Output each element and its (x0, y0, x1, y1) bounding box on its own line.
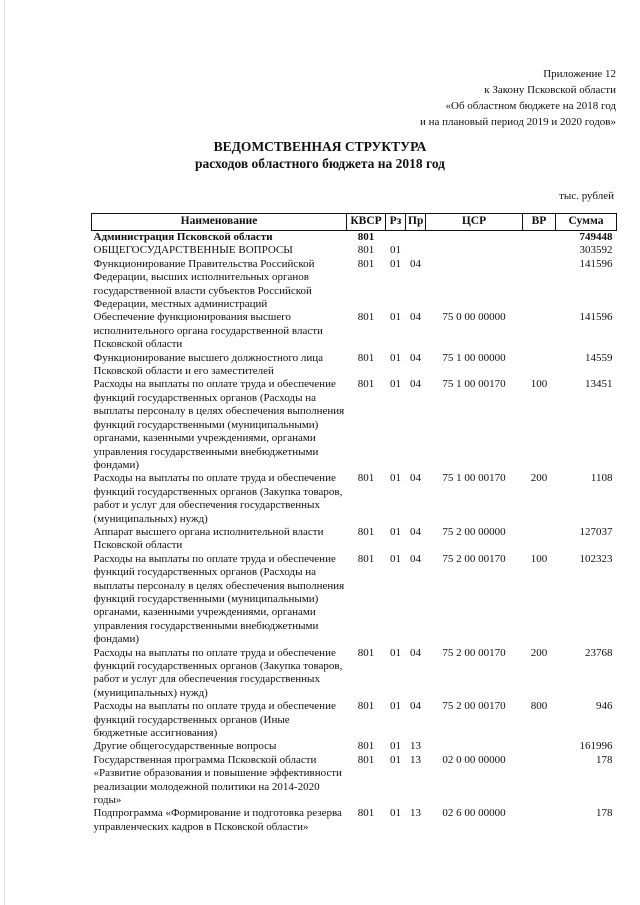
title-line: ВЕДОМСТВЕННАЯ СТРУКТУРА (213, 139, 427, 154)
cell-pr: 04 (410, 311, 421, 324)
table-row (92, 647, 617, 701)
cell-pr: 04 (410, 525, 421, 538)
table-row (92, 526, 617, 553)
cell-name: Расходы на выплаты по оплате труда и обеспечение функций государственных органов (Иные бюджетные ассигнования) (93, 700, 336, 740)
cell-kvsr: 801 (357, 646, 375, 659)
cell-kvsr: 801 (357, 257, 375, 270)
header-sum: Сумма (556, 214, 617, 231)
cell-kvsr: 801 (357, 311, 375, 324)
table-row (92, 700, 617, 740)
cell-rz: 01 (390, 257, 401, 270)
cell-kvsr: 801 (357, 525, 375, 538)
table-row (92, 807, 617, 834)
table-row (92, 754, 617, 808)
header-name: Наименование (92, 214, 347, 231)
cell-name: Функционирование высшего должностного лица Псковской области и его заместителей (93, 351, 324, 378)
cell-sum: 127037 (579, 525, 613, 538)
cell-kvsr: 801 (357, 231, 375, 243)
header-csr: ЦСР (426, 214, 523, 231)
cell-name: Расходы на выплаты по оплате труда и обеспечение функций государственных органов (Закупка товаров, работ и услуг для обеспечения государственных (муниципальных) нужд) (93, 472, 343, 525)
table-body (92, 231, 617, 835)
cell-vr (523, 807, 556, 834)
cell-kvsr: 801 (357, 700, 375, 713)
table-row (92, 740, 617, 753)
cell-rz: 01 (390, 753, 401, 766)
cell-vr: 100 (530, 378, 548, 391)
cell-vr (523, 352, 556, 379)
cell-rz: 01 (390, 646, 401, 659)
header-pr: Пр (406, 214, 426, 231)
cell-csr: 75 1 00 00170 (442, 378, 506, 391)
cell-sum: 946 (596, 700, 613, 713)
cell-csr: 75 2 00 00170 (442, 552, 506, 565)
cell-name: Другие общегосударственные вопросы (93, 740, 277, 753)
scan-edge (4, 0, 5, 905)
cell-sum: 102323 (579, 552, 613, 565)
cell-kvsr: 801 (357, 244, 375, 257)
table-row (92, 311, 617, 351)
cell-csr: 02 0 00 00000 (442, 753, 506, 766)
cell-pr: 13 (410, 753, 421, 766)
cell-pr (406, 231, 426, 245)
cell-csr: 75 2 00 00000 (442, 525, 506, 538)
cell-vr: 100 (530, 552, 548, 565)
cell-name: Расходы на выплаты по оплате труда и обеспечение функций государственных органов (Расходы на выплаты персоналу в целях обеспечения выполнения функций государственными (муниципальными) органами, казенными учреждениями, органами управления государственными внебюджетными фондами) (93, 552, 345, 646)
cell-kvsr: 801 (357, 472, 375, 485)
title-line: расходов областного бюджета на 2018 год (194, 156, 446, 171)
cell-vr (523, 311, 556, 351)
appendix-line: и на плановый период 2019 и 2020 годов» (419, 116, 616, 128)
document-title (0, 138, 640, 172)
cell-rz (386, 231, 406, 245)
cell-sum: 141596 (579, 257, 613, 270)
cell-vr: 800 (530, 700, 548, 713)
cell-vr (523, 740, 556, 753)
cell-name: Обеспечение функционирования высшего исполнительного органа государственной власти Псковской области (93, 311, 323, 351)
cell-pr: 04 (410, 552, 421, 565)
cell-csr: 75 2 00 00170 (442, 646, 506, 659)
header-rz: Рз (386, 214, 406, 231)
cell-kvsr: 801 (357, 378, 375, 391)
cell-pr: 04 (410, 378, 421, 391)
table-row (92, 258, 617, 312)
appendix-line: Приложение 12 (543, 68, 616, 80)
cell-kvsr: 801 (357, 753, 375, 766)
cell-rz: 01 (390, 472, 401, 485)
cell-vr (523, 754, 556, 808)
cell-sum: 23768 (585, 646, 613, 659)
appendix-line: к Закону Псковской области (484, 84, 616, 96)
cell-csr (426, 740, 523, 753)
cell-rz: 01 (390, 807, 401, 820)
cell-rz: 01 (390, 552, 401, 565)
cell-rz: 01 (390, 311, 401, 324)
cell-csr: 75 2 00 00170 (442, 700, 506, 713)
cell-vr (523, 244, 556, 257)
table-row (92, 352, 617, 379)
cell-sum: 1108 (590, 472, 613, 485)
table-row (92, 553, 617, 647)
cell-pr: 13 (410, 807, 421, 820)
cell-csr: 75 0 00 00000 (442, 311, 506, 324)
units-label: тыс. рублей (559, 190, 614, 202)
cell-sum: 13451 (585, 378, 613, 391)
cell-vr: 200 (530, 472, 548, 485)
table-row (92, 378, 617, 472)
cell-pr: 04 (410, 351, 421, 364)
cell-vr: 200 (530, 646, 548, 659)
cell-kvsr: 801 (357, 351, 375, 364)
cell-rz: 01 (390, 700, 401, 713)
cell-pr: 04 (410, 472, 421, 485)
cell-sum: 303592 (579, 244, 613, 257)
cell-csr: 75 1 00 00000 (442, 351, 506, 364)
cell-sum: 749448 (579, 231, 613, 243)
cell-rz: 01 (390, 740, 401, 753)
cell-name: Расходы на выплаты по оплате труда и обеспечение функций государственных органов (Расходы на выплаты персоналу в целях обеспечения выполнения функций государственными (муниципальными) органами, казенными учреждениями, органами управления государственными внебюджетными фондами) (93, 378, 345, 471)
cell-csr (426, 231, 523, 245)
cell-name: Аппарат высшего органа исполнительной власти Псковской области (93, 525, 324, 552)
cell-sum: 14559 (585, 351, 613, 364)
cell-name: Функционирование Правительства Российской Федерации, высших исполнительных органов государственной власти субъектов Российской Федерации, местных администраций (93, 257, 315, 311)
cell-pr: 04 (410, 646, 421, 659)
cell-name: Администрация Псковской области (93, 231, 273, 243)
table-header-row (92, 214, 617, 231)
cell-name: Расходы на выплаты по оплате труда и обеспечение функций государственных органов (Закупка товаров, работ и услуг для обеспечения государственных (муниципальных) нужд) (93, 646, 343, 699)
cell-vr (523, 231, 556, 245)
expenditure-table (91, 213, 617, 834)
cell-vr (523, 258, 556, 312)
cell-sum: 141596 (579, 311, 613, 324)
cell-kvsr: 801 (357, 552, 375, 565)
cell-kvsr: 801 (357, 807, 375, 820)
cell-sum: 178 (596, 753, 613, 766)
appendix-block (286, 66, 616, 130)
cell-pr: 04 (410, 257, 421, 270)
cell-rz: 01 (390, 351, 401, 364)
cell-csr (426, 244, 523, 257)
table-row (92, 472, 617, 526)
cell-pr (406, 244, 426, 257)
cell-name: Государственная программа Псковской области «Развитие образования и повышение эффективности реализации молодежной политики на 2014-2020 годы» (93, 753, 342, 807)
cell-name: Подпрограмма «Формирование и подготовка резерва управленческих кадров в Псковской области» (93, 807, 342, 833)
cell-rz: 01 (390, 525, 401, 538)
cell-vr (523, 526, 556, 553)
cell-sum: 161996 (579, 740, 613, 753)
cell-sum: 178 (596, 807, 613, 820)
cell-csr (426, 258, 523, 312)
cell-rz: 01 (390, 378, 401, 391)
cell-name: ОБЩЕГОСУДАРСТВЕННЫЕ ВОПРОСЫ (93, 244, 293, 257)
header-vr: ВР (523, 214, 556, 231)
cell-pr: 04 (410, 700, 421, 713)
cell-kvsr: 801 (357, 740, 375, 753)
cell-csr: 75 1 00 00170 (442, 472, 506, 485)
table-row (92, 244, 617, 257)
header-kvsr: КВСР (347, 214, 386, 231)
table-row (92, 231, 617, 245)
cell-csr: 02 6 00 00000 (442, 807, 506, 820)
appendix-line: «Об областном бюджете на 2018 год (445, 100, 616, 112)
cell-pr: 13 (410, 740, 421, 753)
cell-rz: 01 (390, 244, 401, 257)
